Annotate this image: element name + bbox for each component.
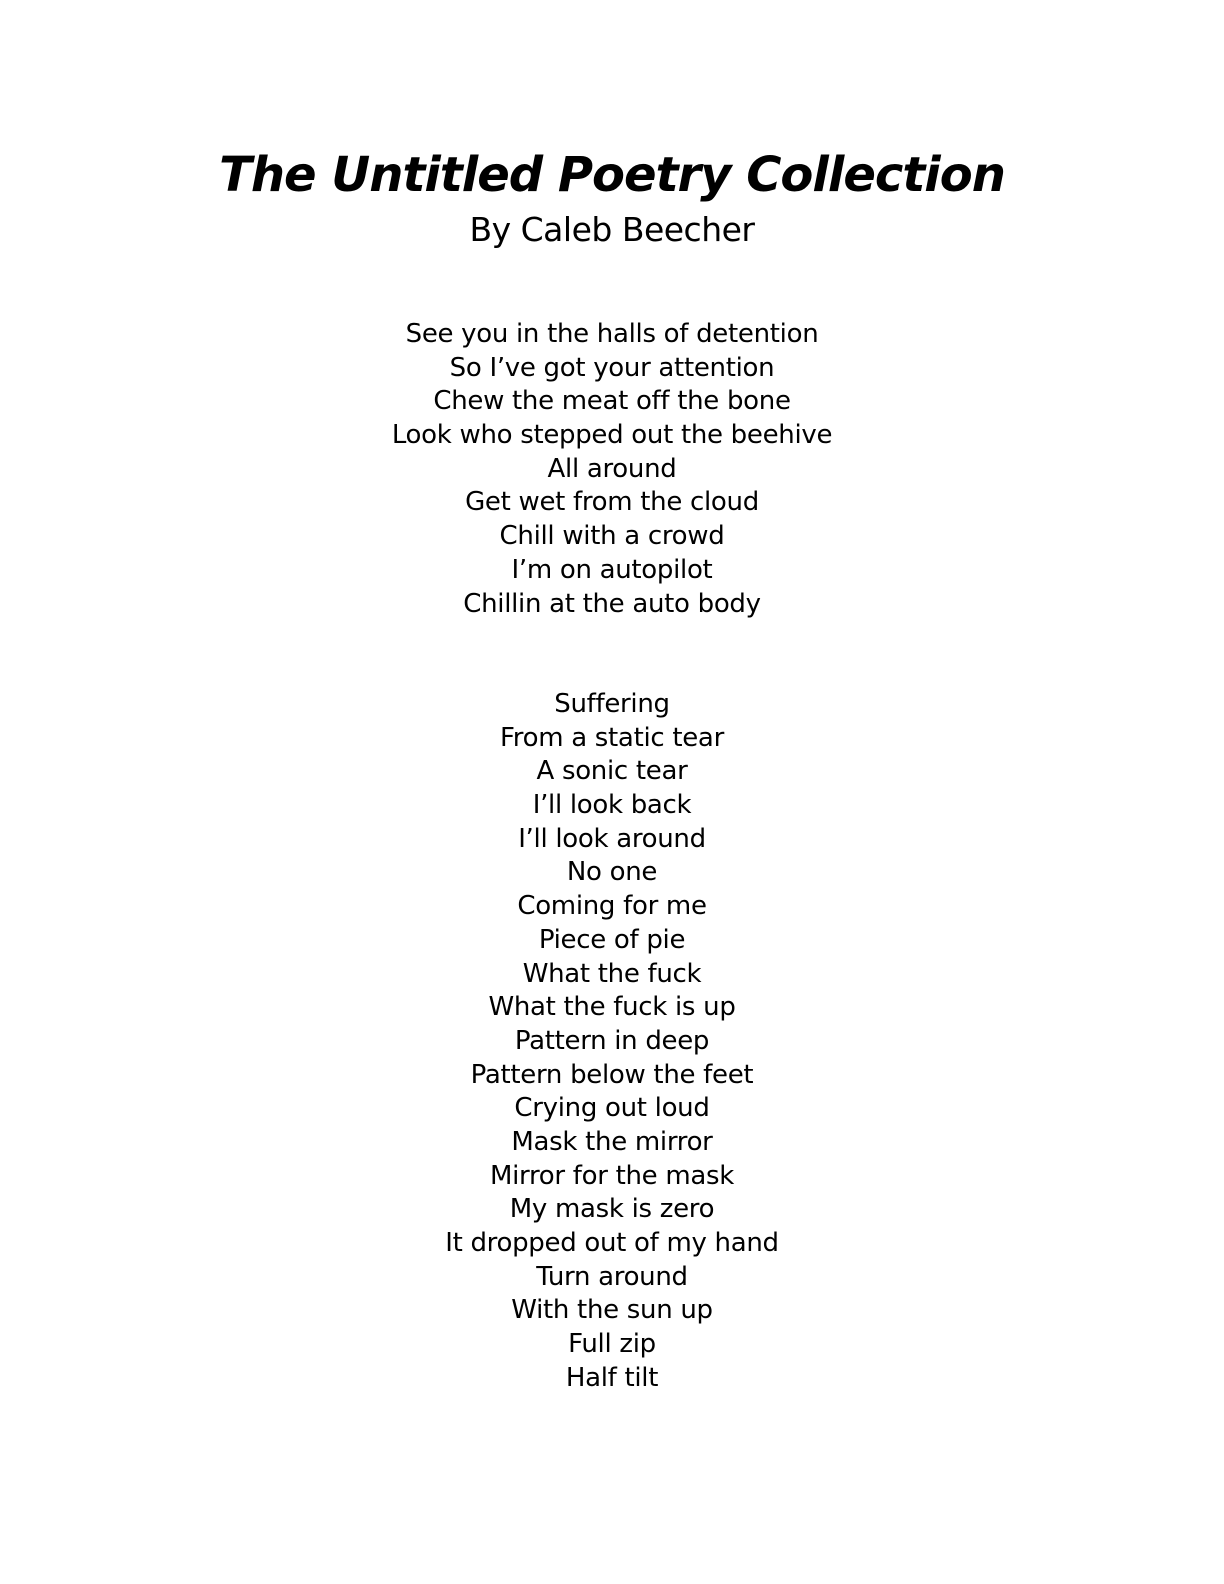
document-title: The Untitled Poetry Collection (219, 147, 1005, 203)
poem-line: A sonic tear (536, 756, 688, 787)
poem-line: Mask the mirror (511, 1126, 713, 1157)
poem-line: Turn around (536, 1261, 688, 1292)
poem-line: My mask is zero (509, 1194, 715, 1225)
poem-line: Crying out loud (514, 1093, 710, 1124)
poem-line: It dropped out of my hand (445, 1228, 779, 1258)
poem-line: So I’ve got your attention (449, 352, 775, 383)
poem-line: What the fuck is up (488, 992, 736, 1023)
poem-line: All around (547, 453, 677, 484)
poem-line: See you in the halls of detention (405, 319, 819, 349)
poem-line: From a static tear (500, 722, 724, 753)
poem-line: I’ll look around (518, 823, 706, 854)
stanza-1 (0, 318, 1224, 621)
poem-line: No one (566, 857, 658, 888)
poem-line: Half tilt (565, 1362, 659, 1393)
poem-line: Chew the meat off the bone (433, 386, 791, 417)
poem-line: With the sun up (511, 1295, 713, 1326)
stanza-2 (0, 688, 1224, 1395)
poem-line: Chillin at the auto body (463, 588, 761, 619)
poem-line: Suffering (554, 689, 670, 719)
poem-line: What the fuck (522, 958, 702, 989)
author-byline: By Caleb Beecher (469, 210, 755, 249)
poem-line: Piece of pie (538, 924, 686, 955)
poem-line: Look who stepped out the beehive (391, 420, 833, 451)
poem-line: I’ll look back (532, 790, 692, 821)
poem-line: Full zip (568, 1329, 656, 1360)
poem-line: I’m on autopilot (511, 554, 713, 585)
poem-line: Get wet from the cloud (465, 487, 759, 518)
poem-line: Mirror for the mask (490, 1160, 734, 1191)
poem-line: Coming for me (517, 891, 707, 922)
poem-line: Pattern in deep (514, 1025, 710, 1056)
poem-line: Pattern below the feet (470, 1059, 754, 1090)
poem-line: Chill with a crowd (499, 521, 725, 552)
